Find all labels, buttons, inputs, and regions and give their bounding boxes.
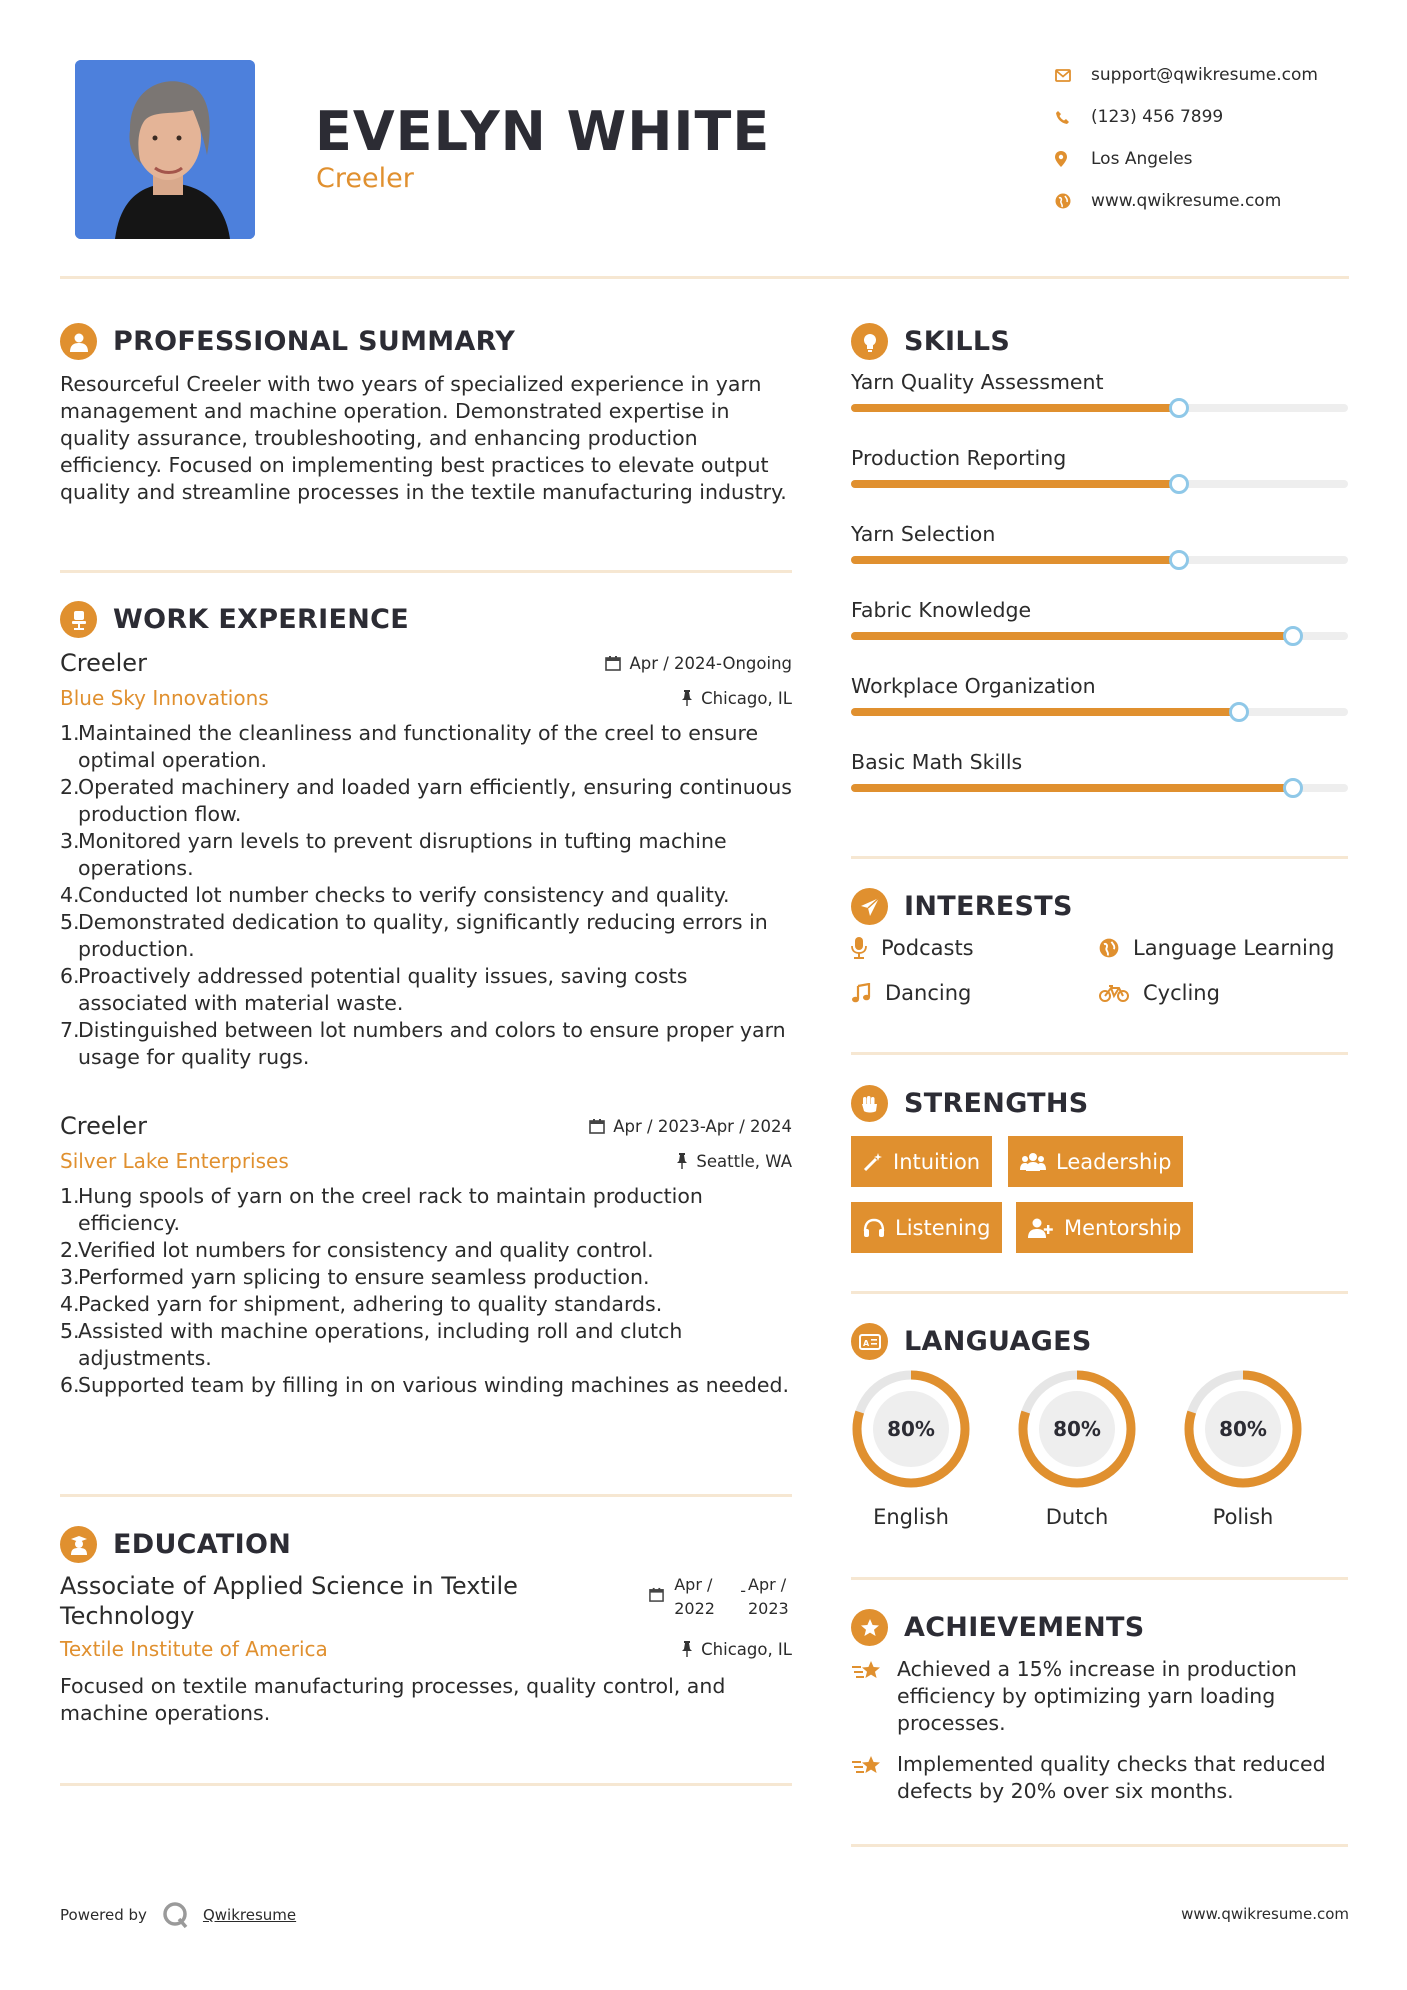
skills-heading — [851, 323, 1010, 360]
skill-fill — [851, 404, 1179, 412]
education-date — [649, 1573, 792, 1631]
summary-text: Resourceful Creeler with two years of specialized experience in yarn management and machine operation. Demonstrated expertise in quality assurance, troubleshooting, and enhancing production efficiency. Focused on implementing best practices to elevate output quality and streamline processes in the textile manufacturing industry. — [60, 372, 787, 504]
language-label: Dutch — [1045, 1505, 1109, 1529]
achievement-item — [851, 1751, 1351, 1805]
footer-url[interactable]: www.qwikresume.com — [1181, 1905, 1349, 1923]
achievements-divider — [851, 1844, 1348, 1847]
duty-item — [60, 1291, 792, 1318]
duty-item — [60, 1237, 792, 1264]
duty-text: Maintained the cleanliness and functionality of the creel to ensure optimal operation. — [78, 721, 759, 772]
footer-brand-link[interactable]: Qwikresume — [202, 1906, 297, 1924]
duty-item — [60, 774, 792, 828]
duty-number: 2. — [60, 1238, 80, 1262]
interest-item — [851, 981, 971, 1005]
section-title: PROFESSIONAL SUMMARY — [113, 326, 516, 357]
strengths-heading — [851, 1085, 1089, 1122]
user-icon — [60, 323, 97, 360]
skill-item — [851, 370, 1348, 394]
duty-number: 4. — [60, 1292, 80, 1316]
shooting-star-icon — [851, 1658, 885, 1684]
interest-item — [851, 936, 974, 960]
calendar-icon — [589, 1118, 605, 1134]
duty-text: Packed yarn for shipment, adhering to quality standards. — [78, 1292, 663, 1316]
user-plus-icon — [1028, 1218, 1054, 1238]
header-divider — [60, 276, 1349, 279]
skill-knob — [1169, 474, 1189, 494]
skill-name: Workplace Organization — [851, 674, 1096, 698]
strength-tag — [1016, 1202, 1193, 1253]
music-note-icon — [851, 983, 871, 1003]
achievement-text: Implemented quality checks that reduced defects by 20% over six months. — [897, 1752, 1326, 1803]
duty-text: Verified lot numbers for consistency and quality control. — [78, 1238, 654, 1262]
interest-label: Dancing — [885, 981, 972, 1005]
strengths-divider — [851, 1291, 1348, 1294]
job-date — [605, 654, 792, 673]
job-date-text: Apr / 2023-Apr / 2024 — [613, 1116, 792, 1136]
job-location-text: Chicago, IL — [701, 688, 792, 708]
skill-track — [851, 632, 1348, 640]
contact-location — [1055, 138, 1375, 180]
skill-knob — [1283, 626, 1303, 646]
duty-item — [60, 828, 792, 882]
duty-item — [60, 1183, 792, 1237]
users-icon — [1020, 1152, 1046, 1172]
language-ring — [1015, 1367, 1139, 1491]
skill-knob — [1283, 778, 1303, 798]
skill-name: Production Reporting — [851, 446, 1067, 470]
duty-text: Distinguished between lot numbers and colors to ensure proper yarn usage for quality rugs. — [78, 1018, 786, 1069]
languages-divider — [851, 1577, 1348, 1580]
contact-list — [1055, 54, 1375, 222]
lightbulb-icon — [851, 323, 888, 360]
duty-list — [60, 1183, 792, 1399]
skill-track — [851, 480, 1348, 488]
contact-email[interactable] — [1055, 54, 1375, 96]
languages-heading — [851, 1323, 1092, 1360]
duty-text: Hung spools of yarn on the creel rack to maintain production efficiency. — [78, 1184, 703, 1235]
duty-item — [60, 882, 792, 909]
interest-label: Podcasts — [881, 936, 974, 960]
company-name: Blue Sky Innovations — [60, 686, 269, 710]
strength-label: Listening — [895, 1215, 991, 1240]
skill-knob — [1169, 398, 1189, 418]
skill-item — [851, 522, 1348, 546]
language-ring — [1181, 1367, 1305, 1491]
location-pin-icon — [1055, 151, 1091, 167]
calendar-icon — [649, 1587, 664, 1602]
shooting-star-icon — [851, 1753, 885, 1779]
language-card-icon — [851, 1323, 888, 1360]
section-title: WORK EXPERIENCE — [113, 604, 409, 635]
bicycle-icon — [1099, 983, 1129, 1003]
fist-icon — [851, 1085, 888, 1122]
envelope-icon — [1055, 69, 1091, 82]
skill-item — [851, 598, 1348, 622]
skill-fill — [851, 784, 1293, 792]
skills-divider — [851, 856, 1348, 859]
achievements-heading — [851, 1609, 1145, 1646]
graduate-icon — [60, 1526, 97, 1563]
strength-label: Mentorship — [1064, 1215, 1182, 1240]
profile-photo — [75, 60, 255, 239]
contact-text: support@qwikresume.com — [1091, 65, 1318, 85]
duty-item — [60, 1017, 792, 1071]
summary-heading — [60, 323, 515, 360]
achievement-text: Achieved a 15% increase in production efficiency by optimizing yarn loading processes. — [897, 1657, 1297, 1735]
education-date-separator: - — [740, 1581, 746, 1600]
magic-wand-icon — [863, 1152, 883, 1172]
duty-item — [60, 963, 792, 1017]
language-label: Polish — [1212, 1505, 1274, 1529]
education-location-text: Chicago, IL — [701, 1639, 792, 1659]
job-date-text: Apr / 2024-Ongoing — [629, 653, 792, 673]
education-location — [681, 1640, 792, 1659]
skill-name: Fabric Knowledge — [851, 598, 1032, 622]
skill-track — [851, 708, 1348, 716]
duty-item — [60, 720, 792, 774]
skill-fill — [851, 480, 1179, 488]
skill-knob — [1169, 550, 1189, 570]
duty-item — [60, 1318, 792, 1372]
duty-item — [60, 1372, 792, 1399]
duty-text: Assisted with machine operations, including roll and clutch adjustments. — [78, 1319, 683, 1370]
interests-heading — [851, 888, 1073, 925]
duty-text: Operated machinery and loaded yarn efficiently, ensuring continuous production flow. — [78, 775, 792, 826]
strength-label: Leadership — [1056, 1149, 1172, 1174]
interest-item — [1099, 981, 1220, 1005]
company-name: Silver Lake Enterprises — [60, 1149, 289, 1173]
education-entry — [60, 1571, 792, 1727]
language-item — [1181, 1367, 1305, 1529]
duty-item — [60, 909, 792, 963]
skill-fill — [851, 708, 1239, 716]
duty-text: Conducted lot number checks to verify consistency and quality. — [78, 883, 730, 907]
strength-tag — [1008, 1136, 1183, 1187]
duty-number: 1. — [60, 721, 80, 745]
section-title: SKILLS — [904, 326, 1011, 357]
chair-icon — [60, 601, 97, 638]
strength-tag — [851, 1136, 992, 1187]
duty-item — [60, 1264, 792, 1291]
section-title: INTERESTS — [904, 891, 1073, 922]
duty-number: 1. — [60, 1184, 80, 1208]
education-divider — [60, 1783, 792, 1786]
job-location — [681, 689, 792, 708]
duty-number: 6. — [60, 964, 80, 988]
interest-item — [1099, 936, 1334, 960]
education-text: Focused on textile manufacturing processes, quality control, and machine operations. — [60, 1674, 726, 1725]
contact-text: Los Angeles — [1091, 149, 1193, 169]
contact-website[interactable] — [1055, 180, 1375, 222]
duty-number: 6. — [60, 1373, 80, 1397]
phone-icon — [1055, 110, 1091, 125]
interests-divider — [851, 1052, 1348, 1055]
globe-icon — [1055, 193, 1091, 209]
section-title: ACHIEVEMENTS — [904, 1612, 1145, 1643]
calendar-icon — [605, 655, 621, 671]
skill-name: Basic Math Skills — [851, 750, 1023, 774]
job-entry — [60, 649, 792, 1071]
education-date-start: Apr / 2022 — [674, 1575, 715, 1618]
school-name: Textile Institute of America — [60, 1637, 328, 1661]
language-item — [849, 1367, 973, 1529]
pushpin-icon — [681, 1641, 693, 1657]
language-percent: 80% — [1053, 1417, 1101, 1441]
job-location — [676, 1152, 792, 1171]
duty-text: Supported team by filling in on various winding machines as needed. — [78, 1373, 789, 1397]
education-heading — [60, 1526, 291, 1563]
section-title: EDUCATION — [113, 1529, 292, 1560]
interest-label: Cycling — [1143, 981, 1220, 1005]
education-date-end: Apr / 2023 — [748, 1575, 789, 1618]
section-title: STRENGTHS — [904, 1088, 1089, 1119]
duty-text: Performed yarn splicing to ensure seamless production. — [78, 1265, 650, 1289]
skill-name: Yarn Quality Assessment — [851, 370, 1104, 394]
work-heading — [60, 601, 409, 638]
paper-plane-icon — [851, 888, 888, 925]
work-divider — [60, 1494, 792, 1497]
summary-divider — [60, 570, 792, 573]
duty-number: 3. — [60, 829, 80, 853]
job-location-text: Seattle, WA — [696, 1151, 792, 1171]
strength-tag — [851, 1202, 1002, 1253]
achievement-item — [851, 1656, 1351, 1737]
duty-number: 7. — [60, 1018, 80, 1042]
degree-title: Associate of Applied Science in Textile Technology — [60, 1572, 518, 1630]
star-badge-icon — [851, 1609, 888, 1646]
microphone-icon — [851, 937, 867, 959]
duty-text: Proactively addressed potential quality issues, saving costs associated with material waste. — [78, 964, 688, 1015]
skill-item — [851, 446, 1348, 470]
contact-phone[interactable] — [1055, 96, 1375, 138]
skill-name: Yarn Selection — [851, 522, 996, 546]
duty-list — [60, 720, 792, 1071]
section-title: LANGUAGES — [904, 1326, 1092, 1357]
skill-fill — [851, 632, 1293, 640]
job-entry — [60, 1112, 792, 1399]
duty-text: Monitored yarn levels to prevent disruptions in tufting machine operations. — [78, 829, 727, 880]
duty-number: 4. — [60, 883, 80, 907]
pushpin-icon — [681, 690, 693, 706]
language-label: English — [873, 1505, 949, 1529]
svg-text:A: A — [862, 1338, 869, 1348]
duty-number: 3. — [60, 1265, 80, 1289]
contact-text: www.qwikresume.com — [1091, 191, 1282, 211]
job-title: Creeler — [60, 649, 147, 677]
strength-label: Intuition — [893, 1149, 981, 1174]
language-ring — [849, 1367, 973, 1491]
job-date — [589, 1117, 792, 1136]
duty-number: 5. — [60, 1319, 80, 1343]
language-item — [1015, 1367, 1139, 1529]
footer-powered-by — [60, 1900, 296, 1930]
language-percent: 80% — [1219, 1417, 1267, 1441]
skill-item — [851, 674, 1348, 698]
globe-icon — [1099, 938, 1119, 958]
skill-item — [851, 750, 1348, 774]
duty-number: 5. — [60, 910, 80, 934]
skill-fill — [851, 556, 1179, 564]
interest-label: Language Learning — [1133, 936, 1335, 960]
candidate-name: EVELYN WHITE — [315, 100, 771, 163]
skill-track — [851, 556, 1348, 564]
skill-knob — [1229, 702, 1249, 722]
powered-by-text: Powered by — [60, 1906, 147, 1924]
skill-track — [851, 404, 1348, 412]
candidate-title: Creeler — [316, 163, 414, 194]
duty-number: 2. — [60, 775, 80, 799]
skill-track — [851, 784, 1348, 792]
job-title: Creeler — [60, 1112, 147, 1140]
headphones-icon — [863, 1218, 885, 1238]
contact-text: (123) 456 7899 — [1091, 107, 1224, 127]
pushpin-icon — [676, 1153, 688, 1169]
duty-text: Demonstrated dedication to quality, significantly reducing errors in production. — [78, 910, 768, 961]
language-percent: 80% — [887, 1417, 935, 1441]
qwikresume-logo-icon — [161, 1900, 191, 1930]
